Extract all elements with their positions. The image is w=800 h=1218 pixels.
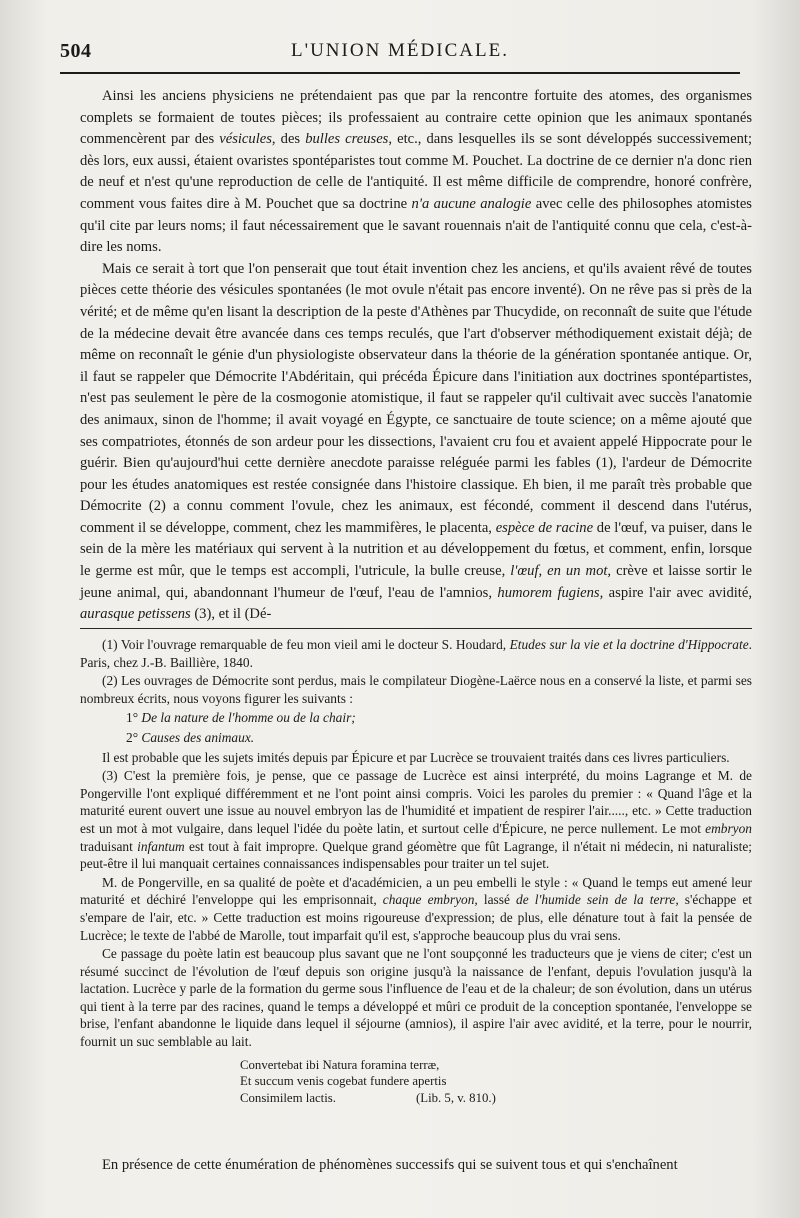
quote-text: Consimilem lactis. [240, 1090, 336, 1105]
quote-line: Convertebat ibi Natura foramina terræ, [240, 1057, 440, 1072]
footnote-2: (2) Les ouvrages de Démocrite sont perdus, mais le compilateur Diogène-Laërce nous en a conservé la liste, et parmi ses nombreux écrits, nous voyons figurer les suivants : [80, 673, 752, 706]
text-run: de l'œuf, va puiser, dans le sein de la mère les matériaux qui servent à la nutrition et au développement du fœtus, et comment, enfin, lorsque le germe est mûr, que le temps est accompli, l'utricule, la bulle creuse, [80, 519, 752, 580]
text-run: (3) C'est la première fois, je pense, que ce passage de Lucrèce est ainsi interprété, du moins Lagrange et M. de Pongerville l'ont expliqué différemment et ne l'ont point ainsi compris. Voici les paroles du premier : « Quand l'âge et la maturité eurent ouvert une issue au nouvel embryon las de l'humidité et impatient de respirer l'air....., etc. » Cette traduction est un mot à mot vulgaire, dans lequel l'idée du poète latin, et surtout celle d'Épicure, ne perce nullement. Le mot [80, 768, 752, 836]
text-run: crève et laisse sortir le jeune animal, qui, abandonnant l'humeur de l'œuf, l'eau de l'amnios, [80, 563, 752, 601]
italic-run: humorem fugiens, [497, 584, 604, 601]
text-run: s'échappe et s'empare de l'air, etc. » Cette traduction est moins rigoureuse d'expression; de plus, elle dénature tout à fait la pensée de Lucrèce; le texte de l'abbé de Marolle, tout imparfait qu'il est, s'approche beaucoup plus du vrai sens. [80, 892, 753, 943]
page-number: 504 [60, 40, 92, 62]
text-run: . Paris, chez J.-B. Baillière, 1840. [80, 637, 752, 670]
text-run: aspire l'air avec avidité, [603, 584, 752, 601]
continuation-text [80, 1155, 752, 1177]
italic-run: l'œuf, en un mot, [510, 563, 612, 580]
list-number: 1° [126, 710, 139, 726]
text-run: est tout à fait impropre. Quelque grand géomètre que fût Lagrange, il n'était ni médecin, ni naturaliste; peut-être il lui manquait certaines connaissances indispensables pour traiter un tel sujet. [80, 838, 752, 872]
italic-run: bulles creuses [305, 131, 389, 148]
text-run: Mais ce serait à tort que l'on penserait que tout était invention chez les anciens, et qu'ils avaient rêvé de toutes pièces cette théorie des vésicules spontanées (le mot ovule n'était pas encore inventé). On ne rêve pas si près de la vérité; et de même qu'en lisant la description de la peste d'Athènes par Thucydide, on reconnaît de suite que l'étude de la médecine devait être avancée dans ces temps reculés, que l'art d'observer méthodiquement existait déjà; de même on reconnaît le génie d'un physiologiste observateur dans la théorie de la génération spontanée antique. Or, il faut se rappeler que Démocrite l'Abdéritain, qui précéda Épicure dans l'initiation aux doctrines spontépartistes, n'est pas seulement le père de la cosmogonie atomistique, il faut se rappeler qu'il cultivait avec succès l'anatomie des animaux, sinon de l'homme; il avait voyagé en Égypte, ce sanctuaire de toute science; on a même ajouté que ses compatriotes, étonnés de son ardeur pour les dissections, l'avaient cru fou et avaient appelé Hippocrate pour le guérir. Bien qu'aujourd'hui cette dernière anecdote paraisse reléguée parmi les fables (1), l'ardeur de Démocrite pour les études anatomiques est restée consignée dans l'histoire classique. Eh bien, il me paraît très probable que Démocrite (2) a connu comment l'ovule, chez les animaux, est fécondé, comment il descend dans l'utérus, comment il se développe, comment, chez les mammifères, le placenta, [80, 260, 752, 536]
text-run: Ainsi les anciens physiciens ne prétendaient pas que par la rencontre fortuite des atomes, des organismes complets se formaient de toutes pièces; ils professaient au contraire cette opinion que les animaux spontanés commencèrent par des [80, 88, 752, 148]
text-run: lassé [477, 892, 517, 908]
footnotes-rule [80, 628, 752, 629]
text-run: , etc., dans lesquelles ils se sont développés successivement; dès lors, eux aussi, étaient ovaristes spontéparistes tout comme M. Pouchet. La doctrine de ce dernier n'a donc rien de neuf et n'est qu'une reproduction de celle de l'antiquité. Il est même difficile de comprendre, honoré confrère, comment vous faites dire à M. Pouchet que sa doctrine [80, 131, 753, 212]
main-text [80, 86, 752, 626]
italic-run: Etudes sur la vie et la doctrine d'Hippocrate [509, 637, 749, 652]
final-paragraph: En présence de cette énumération de phénomènes successifs qui se suivent tous et qui s'enchaînent [102, 1157, 678, 1173]
italic-run: infantum [137, 838, 185, 854]
italic-run: aurasque petissens [80, 606, 191, 623]
list-text: De la nature de l'homme ou de la chair; [141, 710, 356, 726]
text-run: traduisant [80, 838, 138, 854]
running-title: L'UNION MÉDICALE. [291, 40, 509, 61]
quote-reference: (Lib. 5, v. 810.) [415, 1090, 496, 1105]
paragraph-1 [80, 86, 752, 259]
page-header [60, 34, 740, 68]
list-item [126, 729, 752, 747]
text-run: (1) Voir l'ouvrage remarquable de feu mon vieil ami le docteur S. Houdard, [102, 637, 510, 652]
italic-run: n'a aucune analogie [411, 195, 532, 212]
text-run: (3), et il (Dé- [190, 606, 272, 623]
italic-run: vésicules [219, 131, 272, 148]
latin-quotation [240, 1057, 752, 1107]
footnote-2-continued: Il est probable que les sujets imités depuis par Épicure et par Lucrèce se trouvaient traités dans ces livres particuliers. [102, 749, 730, 765]
footnote-3 [80, 767, 752, 873]
list-number: 2° [126, 729, 139, 745]
text-run: M. de Pongerville, en sa qualité de poète et d'académicien, a un peu embelli le style : « Quand le temps eut amené leur maturité et déchiré l'enveloppe qui les emprisonnait, [80, 874, 752, 908]
footnotes [80, 636, 752, 1110]
list-text: Causes des animaux. [141, 729, 255, 745]
text-run: , des [271, 131, 306, 148]
paragraph-2 [80, 259, 752, 626]
italic-run: embryon [705, 820, 752, 836]
header-rule [60, 72, 740, 74]
footnote-3-passage: Ce passage du poète latin est beaucoup plus savant que ne l'ont soupçonné les traducteurs que je viens de citer; c'est un résumé succinct de l'évolution de l'œuf depuis son origine jusqu'à la naissance de l'enfant, depuis l'ovulation jusqu'à la lactation. Lucrèce y parle de la formation du germe sous l'influence de l'eau et de la chaleur; de son évolution, dans un utérus qui tient à la terre par des racines, quand le temps a développé et mûri ce produit de la conception spontanée, l'enveloppe se brise, l'enfant abandonne le liquide dans lequel il séjourne (amnios), il aspire l'air avec avidité, et la terre, pour le nourrir, fournit un suc semblable au lait. [80, 946, 752, 1050]
italic-run: chaque embryon, [382, 892, 478, 908]
quote-line: Et succum venis cogebat fundere apertis [240, 1074, 447, 1089]
italic-run: espèce de racine [495, 519, 594, 536]
italic-run: de l'humide sein de la terre, [516, 892, 679, 908]
quote-line [240, 1090, 752, 1107]
list-item [126, 709, 752, 727]
footnote-3-pongerville [80, 874, 752, 944]
footnote-1 [80, 636, 752, 671]
text-run: avec celle des philosophes atomistes qu'il cite par leurs noms; il faut nécessairement que le savant rouennais n'ait de l'antiquité connu que cela, c'est-à-dire les noms. [80, 195, 752, 256]
